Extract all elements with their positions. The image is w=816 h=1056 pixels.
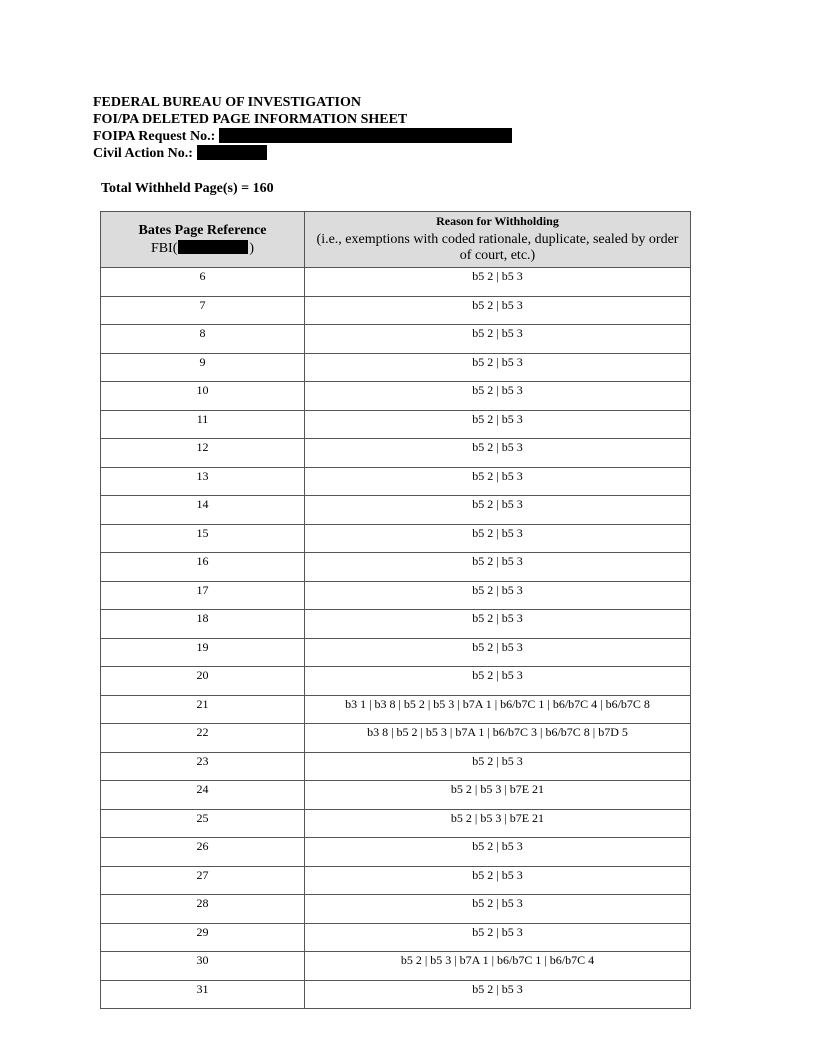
bates-page-cell: 25 — [101, 809, 305, 838]
total-withheld-pages: Total Withheld Page(s) = 160 — [101, 181, 274, 196]
bates-page-cell: 13 — [101, 467, 305, 496]
bates-page-cell: 9 — [101, 353, 305, 382]
table-row — [101, 610, 691, 639]
withheld-pages-table — [100, 211, 691, 1009]
reason-cell: b5 2 | b5 3 — [305, 553, 691, 582]
bates-page-cell: 17 — [101, 581, 305, 610]
table-row — [101, 467, 691, 496]
reason-cell: b5 2 | b5 3 — [305, 752, 691, 781]
bates-page-cell: 29 — [101, 923, 305, 952]
reason-cell: b5 2 | b5 3 — [305, 923, 691, 952]
reason-cell: b5 2 | b5 3 — [305, 325, 691, 354]
reason-cell: b5 2 | b5 3 — [305, 410, 691, 439]
table-header-row — [101, 212, 691, 268]
reason-cell: b5 2 | b5 3 | b7A 1 | b6/b7C 1 | b6/b7C 4 — [305, 952, 691, 981]
request-number-line — [93, 128, 512, 145]
bates-reference-title: Bates Page Reference — [138, 222, 267, 238]
reason-cell: b5 2 | b5 3 — [305, 581, 691, 610]
reason-cell: b5 2 | b5 3 — [305, 980, 691, 1009]
table-row — [101, 439, 691, 468]
bates-page-cell: 8 — [101, 325, 305, 354]
bates-page-cell: 30 — [101, 952, 305, 981]
civil-action-label: Civil Action No.: — [93, 146, 193, 161]
table-row — [101, 752, 691, 781]
reason-cell: b5 2 | b5 3 — [305, 496, 691, 525]
bates-page-cell: 7 — [101, 296, 305, 325]
reason-cell: b5 2 | b5 3 — [305, 439, 691, 468]
bates-page-cell: 28 — [101, 895, 305, 924]
reason-cell: b5 2 | b5 3 — [305, 638, 691, 667]
table-row — [101, 581, 691, 610]
request-number-label: FOIPA Request No.: — [93, 129, 216, 144]
reason-cell: b5 2 | b5 3 | b7E 21 — [305, 809, 691, 838]
bates-page-cell: 12 — [101, 439, 305, 468]
reason-cell: b5 2 | b5 3 — [305, 524, 691, 553]
reason-title: Reason for Withholding — [436, 214, 559, 228]
table-row — [101, 638, 691, 667]
reason-cell: b5 2 | b5 3 — [305, 268, 691, 297]
bates-page-cell: 26 — [101, 838, 305, 867]
table-row — [101, 866, 691, 895]
reason-cell: b5 2 | b5 3 — [305, 667, 691, 696]
table-row — [101, 724, 691, 753]
bates-page-cell: 20 — [101, 667, 305, 696]
reason-header — [305, 212, 691, 268]
redaction-box — [178, 240, 248, 254]
reason-subtitle: (i.e., exemptions with coded rationale, duplicate, sealed by order of court, etc.) — [316, 232, 679, 263]
table-body — [101, 268, 691, 1009]
bates-page-cell: 21 — [101, 695, 305, 724]
reason-cell: b5 2 | b5 3 | b7E 21 — [305, 781, 691, 810]
table-row — [101, 325, 691, 354]
redaction-box — [197, 145, 267, 160]
table-row — [101, 296, 691, 325]
document-header — [93, 94, 512, 162]
table-row — [101, 781, 691, 810]
table-row — [101, 809, 691, 838]
reason-cell: b5 2 | b5 3 — [305, 610, 691, 639]
table-row — [101, 553, 691, 582]
table-row — [101, 524, 691, 553]
bates-page-cell: 23 — [101, 752, 305, 781]
bates-page-cell: 16 — [101, 553, 305, 582]
bates-page-cell: 31 — [101, 980, 305, 1009]
table-row — [101, 895, 691, 924]
bates-page-cell: 14 — [101, 496, 305, 525]
table-row — [101, 838, 691, 867]
reason-cell: b5 2 | b5 3 — [305, 296, 691, 325]
reason-cell: b5 2 | b5 3 — [305, 895, 691, 924]
bates-page-cell: 22 — [101, 724, 305, 753]
table-row — [101, 923, 691, 952]
bates-page-cell: 19 — [101, 638, 305, 667]
reason-cell: b5 2 | b5 3 — [305, 838, 691, 867]
reason-cell: b5 2 | b5 3 — [305, 866, 691, 895]
table-row — [101, 667, 691, 696]
reason-cell: b3 1 | b3 8 | b5 2 | b5 3 | b7A 1 | b6/b7C 1 | b6/b7C 4 | b6/b7C 8 — [305, 695, 691, 724]
agency-name: FEDERAL BUREAU OF INVESTIGATION — [93, 95, 361, 110]
bates-page-cell: 15 — [101, 524, 305, 553]
table-row — [101, 410, 691, 439]
bates-page-cell: 18 — [101, 610, 305, 639]
civil-action-line — [93, 145, 512, 162]
fbi-prefix: FBI( — [150, 240, 178, 256]
table-row — [101, 695, 691, 724]
table-row — [101, 382, 691, 411]
table-row — [101, 952, 691, 981]
table-row — [101, 496, 691, 525]
reason-cell: b5 2 | b5 3 — [305, 382, 691, 411]
reason-cell: b5 2 | b5 3 — [305, 353, 691, 382]
redaction-box — [219, 128, 512, 143]
bates-page-cell: 24 — [101, 781, 305, 810]
fbi-suffix: ) — [249, 240, 255, 256]
reason-cell: b5 2 | b5 3 — [305, 467, 691, 496]
bates-page-cell: 27 — [101, 866, 305, 895]
bates-reference-subtitle — [101, 240, 304, 258]
bates-page-cell: 11 — [101, 410, 305, 439]
table-row — [101, 980, 691, 1009]
sheet-title: FOI/PA DELETED PAGE INFORMATION SHEET — [93, 112, 408, 127]
table-row — [101, 353, 691, 382]
bates-reference-header — [101, 212, 305, 268]
reason-cell: b3 8 | b5 2 | b5 3 | b7A 1 | b6/b7C 3 | b6/b7C 8 | b7D 5 — [305, 724, 691, 753]
bates-page-cell: 6 — [101, 268, 305, 297]
table-row — [101, 268, 691, 297]
bates-page-cell: 10 — [101, 382, 305, 411]
